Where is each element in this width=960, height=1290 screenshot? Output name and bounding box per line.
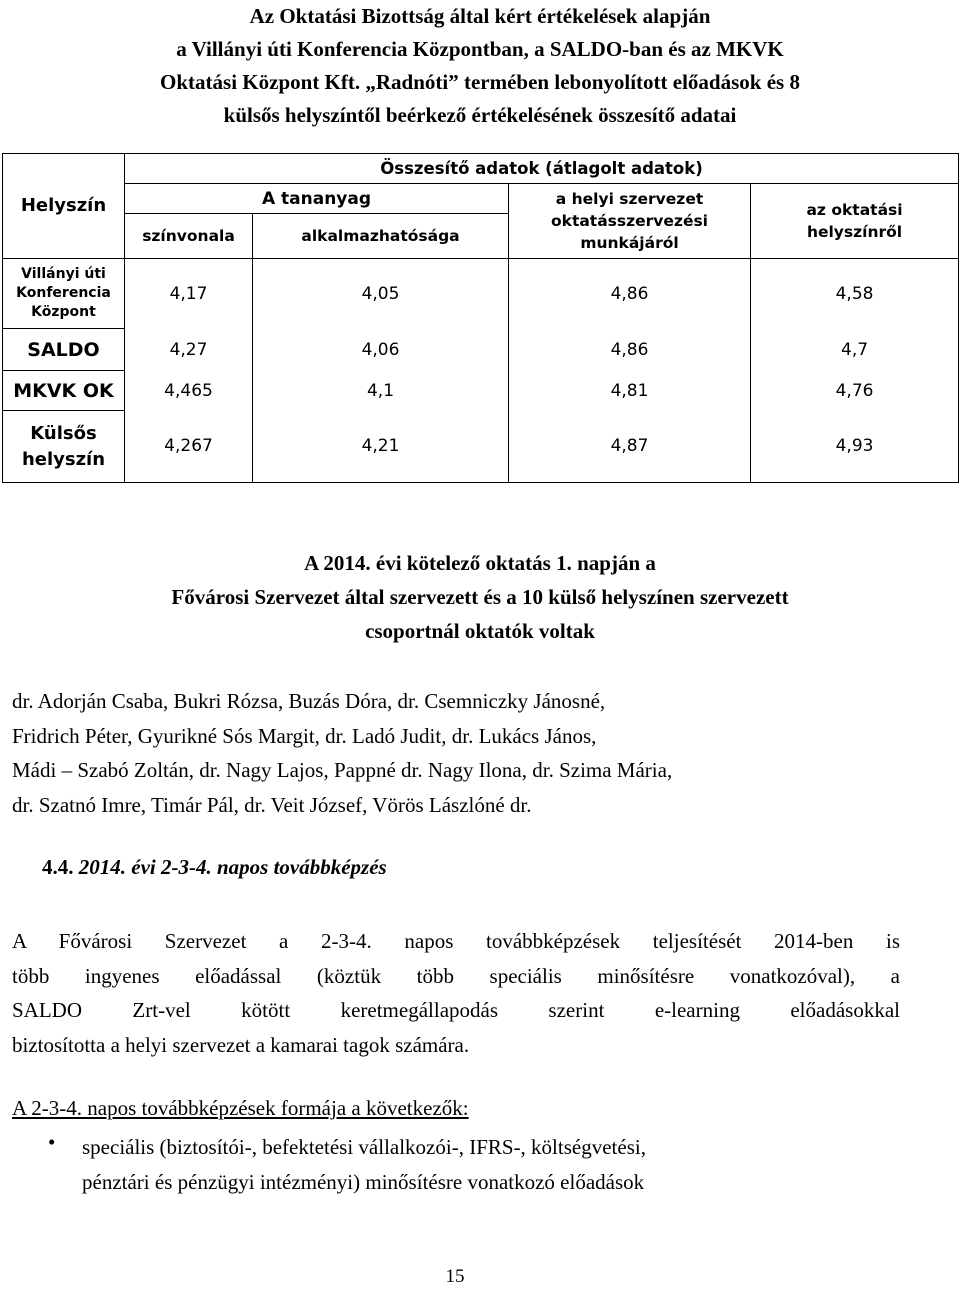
title-line: a Villányi úti Konferencia Központban, a SALDO-ban és az MKVK [176,37,784,61]
row-location [3,259,125,329]
table-row [3,329,959,371]
table-row [3,259,959,329]
header-summary: Összesítő adatok (átlagolt adatok) [125,154,959,184]
paragraph-line: több ingyenes előadással (köztük több speciális minősítésre vonatkozóval), a [12,963,900,988]
instructors-heading-line: A 2014. évi kötelező oktatás 1. napján a [304,551,656,575]
row-location-line: helyszín [21,448,106,470]
cell-value: 4,465 [125,371,253,411]
names-line: dr. Adorján Csaba, Bukri Rózsa, Buzás Dóra, dr. Csemniczky Jánosné, [12,689,606,713]
cell-value: 4,87 [509,411,751,483]
bullet-line: pénztári és pénzügyi intézményi) minősítésre vonatkozó előadások [82,1169,645,1194]
instructor-names [12,684,912,822]
names-line: dr. Szatnó Imre, Timár Pál, dr. Veit József, Vörös Lászlóné dr. [12,792,532,817]
evaluation-table [2,153,959,483]
cell-value: 4,267 [125,411,253,483]
header-local-org-line: munkájáról [580,234,679,252]
table-row [3,411,959,483]
cell-value: 4,17 [125,259,253,329]
instructors-heading-line: Fővárosi Szervezet által szervezett és a 10 külső helyszínen szervezett [171,585,789,609]
paragraph-line: SALDO Zrt-vel kötött keretmegállapodás szerint e-learning előadásokkal [12,998,900,1022]
cell-value: 4,81 [509,371,751,411]
header-applicability: alkalmazhatósága [253,214,509,259]
bullet-item [82,1130,882,1199]
names-line: Fridrich Péter, Gyurikné Sós Margit, dr. Ladó Judit, dr. Lukács János, [12,723,597,748]
cell-value: 4,58 [751,259,959,329]
paragraph-line: biztosította a helyi szervezet a kamarai tagok számára. [12,1032,470,1057]
cell-value: 4,76 [751,371,959,411]
instructors-heading-line: csoportnál oktatók voltak [365,619,595,643]
cell-value: 4,06 [253,329,509,371]
header-local-org-line: oktatásszervezési [550,212,708,230]
cell-value: 4,93 [751,411,959,483]
cell-value: 4,1 [253,371,509,411]
body-paragraph [12,924,900,1062]
cell-value: 4,7 [751,329,959,371]
cell-value: 4,27 [125,329,253,371]
row-location: SALDO [3,329,125,371]
header-venue-line: az oktatási [806,201,903,219]
title-line: külsős helyszíntől beérkező értékelésének összesítő adatai [223,103,737,127]
section-heading [42,855,387,880]
cell-value: 4,86 [509,329,751,371]
row-location-line: Konferencia [16,285,111,301]
header-venue [751,184,959,259]
cell-value: 4,86 [509,259,751,329]
header-local-org-line: a helyi szervezet [555,190,704,208]
header-location: Helyszín [3,154,125,259]
section-number: 4.4. [42,855,74,879]
header-local-org [509,184,751,259]
row-location-line: Központ [31,304,96,320]
bullet-line: speciális (biztosítói-, befektetési vállalkozói-, IFRS-, költségvetési, [82,1135,646,1159]
names-line: Mádi – Szabó Zoltán, dr. Nagy Lajos, Pappné dr. Nagy Ilona, dr. Szima Mária, [12,758,673,782]
cell-value: 4,05 [253,259,509,329]
bullet-icon: • [48,1130,56,1154]
row-location: MKVK OK [3,371,125,411]
header-level: színvonala [125,214,253,259]
paragraph-line: A Fővárosi Szervezet a 2-3-4. napos továbbképzések teljesítését 2014-ben is [12,929,900,953]
header-tananyag: A tananyag [125,184,509,214]
table-row [3,371,959,411]
form-heading: A 2-3-4. napos továbbképzések formája a következők: [12,1096,469,1120]
header-venue-line: helyszínről [806,223,903,241]
row-location [3,411,125,483]
title-line: Az Oktatási Bizottság által kért értékelések alapján [249,4,711,28]
section-title: 2014. évi 2-3-4. napos továbbképzés [78,855,387,879]
page-number: 15 [445,1266,465,1287]
row-location-line: Villányi úti [21,266,106,282]
cell-value: 4,21 [253,411,509,483]
title-line: Oktatási Központ Kft. „Radnóti” termében lebonyolított előadások és 8 [160,70,800,94]
document-title [60,0,900,132]
row-location-line: Külsős [30,422,97,444]
